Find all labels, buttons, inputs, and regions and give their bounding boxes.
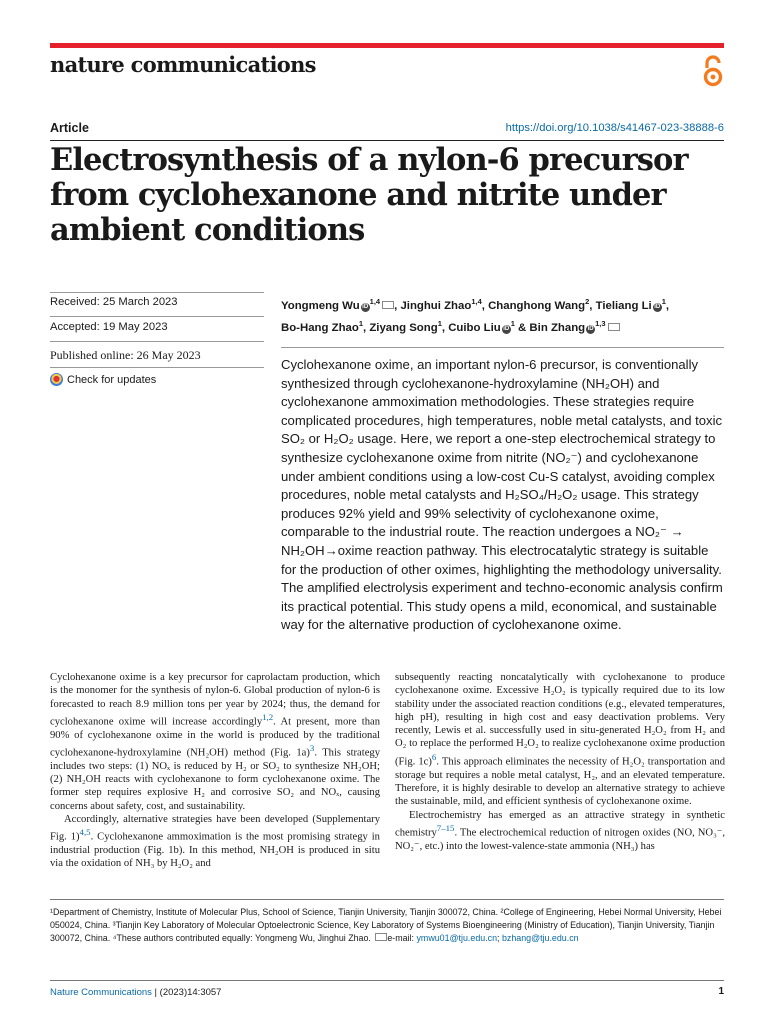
doi-link[interactable]: https://doi.org/10.1038/s41467-023-38888-6 (505, 122, 724, 134)
citation-link[interactable]: 3 (309, 743, 315, 754)
body-paragraph: subsequently reacting noncatalytically with cyclohexanone to produce cyclohexanone oxime. Excessive H₂O₂ is typically required due to its low stability under the associated reaction conditions (e.g., elevated temperatures, high pH), resulting in high cost and easy deactivation problems. Very recently, Lewis et al. successfully used in situ-generated H₂O₂ from H₂ and O₂ to replace the performed H₂O₂ to realize cyclohexanone oxime production (Fig. 1c)$^6$. This approach eliminates the necessity of H₂O₂ transportation and storage but requires a noble metal catalyst, H₂, and an elevated temperature. Therefore, it is highly desirable to develop an alternative strategy to achieve the sustainable, mild, and efficient synthesis of cyclohexanone oxime. (395, 672, 725, 808)
footer-divider (50, 980, 724, 981)
open-access-icon (700, 54, 726, 88)
email-icon[interactable] (382, 301, 394, 309)
footer-citation (50, 987, 221, 998)
author-affiliation: 1 (437, 319, 442, 329)
author-list: Yongmeng Wu iD$^{1,4}$ , Jinghui Zhao$^{1,4}$, Changhong Wang$^2$, Tieliang Li $iD^1$, Bo-Hang Zhao$^1$, Ziyang Song$^1$, Cuibo Liu $iD^1$ & Bin Zhang iD$^{1,3}$ (281, 297, 670, 335)
body-paragraph: Accordingly, alternative strategies have been developed (Supplementary Fig. 1)$^{4,5}$. Cyclohexanone ammoximation is the most promising strategy in industrial production (Fig. 1b). In this method, NH₂OH is produced in situ via the oxidation of NH₃ by H₂O₂ and (50, 814, 380, 870)
author-name[interactable]: , Cuibo Liu (441, 322, 501, 335)
author-name[interactable]: , Changhong Wang (481, 299, 586, 312)
body-column-right (395, 671, 725, 853)
affiliations-footnote: ¹Department of Chemistry, Institute of Molecular Plus, School of Science, Tianjin University, Tianjin 300072, China. ²College of Engineering, Hebei Normal University, Hebei 050024, China. ³Tianjin Key Laboratory of Molecular Optoelectronic Science, Key Laboratory of Systems Bioengineering (Ministry of Education), Tianjin University, Tianjin 300072, China. ⁴These authors contributed equally: Yongmeng Wu, Jinghui Zhao. e-mail: ymwu01@tju.edu.cn; bzhang@tju.edu.cn (50, 907, 722, 943)
author-affiliation: 1 (661, 297, 666, 306)
email-label: e-mail: (387, 933, 415, 943)
check-for-updates-label: Check for updates (67, 373, 157, 386)
body-column-left (50, 671, 380, 871)
page-number: 1 (718, 986, 724, 997)
email-icon (375, 933, 387, 941)
abstract-divider (281, 347, 724, 348)
author-affiliation: 1,3 (595, 319, 606, 329)
email-link[interactable]: ymwu01@tju.edu.cn (416, 933, 498, 943)
author-affiliation: 1 (358, 319, 363, 329)
title-divider (50, 140, 724, 141)
citation-link[interactable]: 7–15 (436, 822, 455, 833)
author-affiliation: 2 (585, 297, 590, 306)
footer-journal-link[interactable]: Nature Communications (50, 987, 152, 998)
check-for-updates-button[interactable] (50, 373, 156, 386)
accepted-date: Accepted: 19 May 2023 (50, 321, 168, 333)
footer-volume: | (2023)14:3057 (151, 987, 222, 998)
footnote-divider (50, 899, 724, 900)
citation-link[interactable]: 4,5 (79, 827, 91, 838)
orcid-icon[interactable]: iD (362, 303, 369, 310)
header-red-bar (50, 43, 724, 48)
article-type-label: Article (50, 121, 89, 135)
author-name[interactable]: , Jinghui Zhao (394, 299, 472, 312)
meta-divider (50, 292, 264, 293)
author-name[interactable]: , Tieliang Li (589, 299, 652, 312)
author-name[interactable]: & Bin Zhang (514, 322, 586, 335)
published-date: Published online: 26 May 2023 (50, 348, 201, 362)
meta-divider (50, 316, 264, 317)
citation-link[interactable]: 1,2 (262, 711, 274, 722)
meta-divider (50, 341, 264, 342)
author-affiliation: 1,4 (369, 297, 381, 306)
body-paragraph: Electrochemistry has emerged as an attractive strategy in synthetic chemistry$^{7-15}$. The electrochemical reduction of nitrogen oxides (NO, NO₃⁻, NO₂⁻, etc.) into the lowest-valence-state ammonia (NH₃) has (395, 809, 725, 852)
email-link[interactable]: bzhang@tju.edu.cn (501, 933, 579, 943)
body-paragraph: Cyclohexanone oxime is a key precursor for caprolactam production, which is the monomer for the synthesis of nylon-6. Global production of nylon-6 is forecasted to reach 8.9 million tons per year by 2024; thus, the demand for cyclohexanone oxime will increase accordingly$^{1,2}$. At present, more than 90% of cyclohexanone oxime in the world is produced by the traditional cyclohexanone-hydroxylamine (NH₂OH) method (Fig. 1a)$^3$. This strategy includes two steps: (1) NOₓ is reduced by H₂ or SO₂ to synthesize NH₂OH; (2) NH₂OH reacts with cyclohexanone to form cyclohexanone oxime. The former step requires explosive H₂ and corrosive SO₂ and NOₓ, causing concerns about safety, cost, and sustainability. (50, 672, 380, 812)
orcid-icon[interactable]: iD (503, 326, 510, 333)
author-name[interactable]: Bo-Hang Zhao (281, 322, 359, 335)
received-date: Received: 25 March 2023 (50, 296, 178, 308)
orcid-icon[interactable]: iD (654, 303, 661, 310)
meta-divider (50, 367, 264, 368)
author-name[interactable]: , Ziyang Song (363, 322, 438, 335)
journal-name: nature communications (50, 52, 316, 77)
orcid-icon[interactable]: iD (587, 326, 594, 333)
article-title: Electrosynthesis of a nylon-6 precursor from cyclohexanone and nitrite under ambient conditions (50, 142, 688, 248)
email-icon[interactable] (608, 323, 620, 331)
crossmark-icon (50, 373, 63, 386)
affiliations-text: ¹Department of Chemistry, Institute of Molecular Plus, School of Science, Tianjin University, Tianjin 300072, China. ²College of Engineering, Hebei Normal University, Hebei 050024, China. ³Tianjin Key Laboratory of Molecular Optoelectronic Science, Key Laboratory of Systems Bioengineering (Ministry of Education), Tianjin University, Tianjin 300072, China. ⁴These authors contributed equally: Yongmeng Wu, Jinghui Zhao. (50, 907, 722, 943)
citation-link[interactable]: 6 (431, 751, 437, 762)
author-name[interactable]: Yongmeng Wu (281, 299, 360, 312)
abstract-text: Cyclohexanone oxime, an important nylon-6 precursor, is conventionally synthesized through cyclohexanone-hydroxylamine (NH₂OH) and cyclohexanone ammoximation methodologies. These strategies require complicated procedures, high temperatures, noble metal catalysts, and toxic SO₂ or H₂O₂ usage. Here, we report a one-step electrochemical strategy to synthesize cyclohexanone oxime from nitrite (NO₂⁻) and cyclohexanone under ambient conditions using a low-cost Cu-S catalyst, avoiding complex procedures, noble metal catalysts and H₂SO₄/H₂O₂ usage. This strategy produces 92% yield and 99% selectivity of cyclohexanone oxime, comparable to the industrial route. The reaction undergoes a NO₂⁻ → NH₂OH→oxime reaction pathway. This electrocatalytic strategy is suitable for the production of other oximes, highlighting the methodology universality. The amplified electrolysis experiment and techno-economic analysis confirm its practical potential. This study opens a mild, economical, and sustainable way for the alternative production of cyclohexanone oxime. (281, 357, 723, 633)
author-affiliation: 1 (510, 319, 515, 329)
author-affiliation: 1,4 (471, 297, 482, 306)
